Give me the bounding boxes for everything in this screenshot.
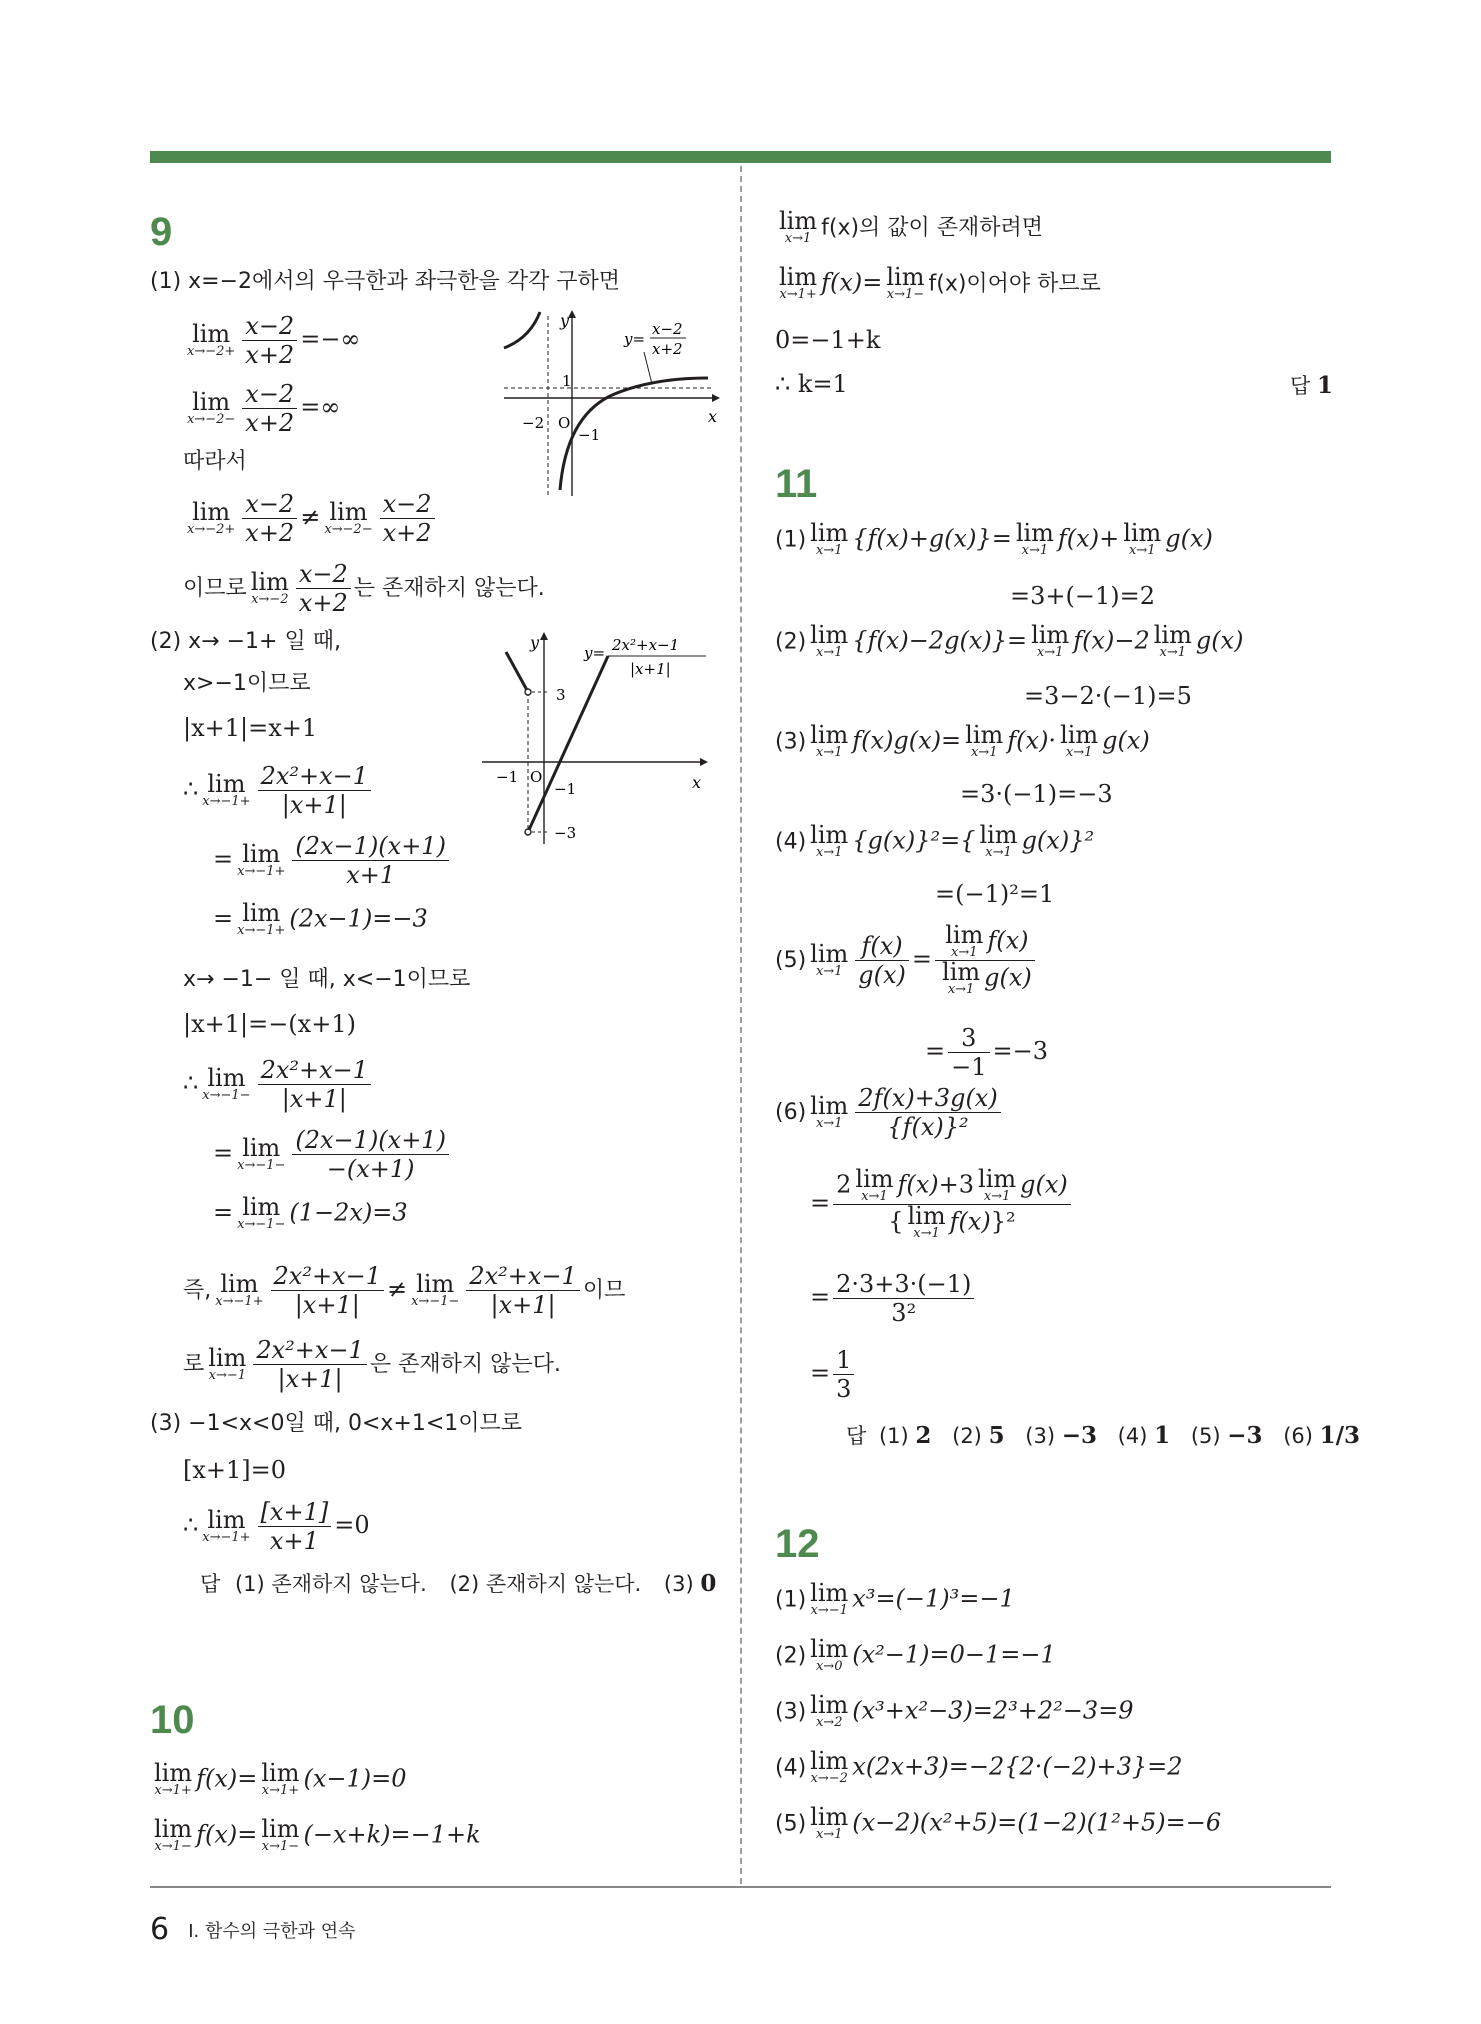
svg-text:2x²+x−1: 2x²+x−1 (612, 636, 680, 654)
graph-rational-function (500, 308, 720, 500)
svg-text:y=: y= (584, 644, 606, 662)
svg-text:x+2: x+2 (652, 340, 683, 358)
s9-answer: 답 (1) 존재하지 않는다. (2) 존재하지 않는다. (3) 0 (200, 1570, 717, 1597)
s9-p3-limit: ∴ lim x→−1+ $\frac{[x+1]}{x+1}$ =0 (183, 1498, 370, 1555)
svg-text:y=: y= (624, 330, 646, 348)
svg-text:O: O (558, 414, 571, 432)
s10-line1: lim x→1+ f(x)= lim x→1+ (x−1)=0 (154, 1759, 407, 1798)
svg-text:x: x (692, 773, 702, 792)
s10-line3: lim x→1 f(x)의 값이 존재하려면 (779, 207, 1044, 246)
s9-p2-abs1: |x+1|=x+1 (183, 714, 318, 742)
svg-text:1: 1 (562, 372, 572, 390)
s10-line6: ∴ k=1 (775, 370, 848, 398)
s9-therefore: 따라서 (183, 449, 247, 474)
page-number: 6 (150, 1912, 170, 1947)
chapter-title: Ⅰ. 함수의 극한과 연속 (188, 1920, 356, 1942)
s9-p2-cond1: x>−1이므로 (183, 671, 311, 696)
s11-p4: (4) lim x→1 {g(x)}²={ lim x→1 g(x)}² (775, 821, 1095, 860)
s12-l2: (2) lim x→0 (x²−1)=0−1=−1 (775, 1635, 1056, 1674)
svg-text:−2: −2 (522, 414, 545, 432)
s9-p3-floor: [x+1]=0 (183, 1456, 287, 1484)
s9-p2-conclusion: 즉, lim x→−1+ $\frac{\text{2x²+x−1}}{|x+1|}$ ≠ lim x→−1− $\frac{\text{2x²+x−1}}{|x+1|}$ 이므 (183, 1262, 626, 1319)
s9-p1-intro: (1) x=−2에서의 우극한과 좌극한을 각각 구하면 (150, 269, 621, 294)
s11-p3: (3) lim x→1 f(x)g(x)= lim x→1 f(x)· lim x→1 g(x) (775, 721, 1150, 760)
s9-p2-limit1: ∴ lim x→−1+ $\frac{\text{2x²+x−1}}{|x+1|}$ (183, 762, 374, 819)
s10-line2: lim x→1− f(x)= lim x→1− (−x+k)=−1+k (154, 1815, 481, 1854)
s9-p1-right-limit: lim x→−2+ $\frac{x-2}{x+2}$ =−∞ (187, 312, 361, 369)
s11-p4-res: =(−1)²=1 (935, 880, 1055, 908)
section-12-number: 12 (775, 1522, 820, 1566)
footer-rule (150, 1886, 1331, 1888)
page-footer (150, 1912, 356, 1947)
svg-text:−1: −1 (578, 426, 601, 444)
s11-p5: (5) lim x→1 $\frac{f(x)}{g(x)}$ = lim x→1 f(x) lim x→1 g(x) (775, 924, 1038, 997)
s11-p1-res: =3+(−1)=2 (1010, 582, 1155, 610)
s10-answer: 답 1 (1290, 372, 1333, 399)
s11-p5-res: = $\frac{3}{-1}$ =−3 (925, 1024, 1048, 1081)
s12-l3: (3) lim x→2 (x³+x²−3)=2³+2²−3=9 (775, 1691, 1134, 1730)
s10-line5: 0=−1+k (775, 326, 881, 354)
s9-p2-res2: = lim x→−1− (1−2x)=3 (213, 1193, 408, 1232)
s12-l1: (1) lim x→−1 x³=(−1)³=−1 (775, 1579, 1015, 1618)
svg-text:3: 3 (556, 686, 566, 704)
s9-p2-abs2: |x+1|=−(x+1) (183, 1010, 356, 1038)
s9-p3-intro: (3) −1<x<0일 때, 0<x+1<1이므로 (150, 1411, 523, 1436)
s9-p2-res1: = lim x→−1+ (2x−1)=−3 (213, 899, 428, 938)
s9-p2-limit2: ∴ lim x→−1− $\frac{\text{2x²+x−1}}{|x+1|}$ (183, 1056, 374, 1113)
s10-line4: lim x→1+ f(x)= lim x→1− f(x)이어야 하므로 (779, 263, 1101, 302)
s9-p2-intro: (2) x→ −1+ 일 때, (150, 629, 341, 654)
s11-p3-res: =3·(−1)=−3 (960, 780, 1113, 808)
s11-p6-step1: = 2 lim x→1 f(x)+3 lim x→1 g(x) { lim x→1 f(x)}² (810, 1168, 1074, 1241)
s11-p6: (6) lim x→1 $\frac{2f(x)+3g(x)}{\text{\{f(x)\}²}}$ (775, 1084, 1004, 1141)
s11-p1: (1) lim x→1 {f(x)+g(x)}= lim x→1 f(x)+ lim x→1 g(x) (775, 519, 1213, 558)
svg-text:y: y (560, 311, 570, 330)
s12-l4: (4) lim x→−2 x(2x+3)=−2{2·(−2)+3}=2 (775, 1747, 1183, 1786)
s11-p6-step2: = $\frac{2\cdot 3+3\cdot(-1)}{\text{3²}}$ (810, 1270, 977, 1327)
s9-p1-conclusion: 이므로 lim x→−2 $\frac{x-2}{x+2}$ 는 존재하지 않는다. (183, 560, 545, 617)
s11-p2: (2) lim x→1 {f(x)−2g(x)}= lim x→1 f(x)−2 lim x→1 g(x) (775, 621, 1244, 660)
svg-text:x: x (708, 407, 718, 426)
svg-text:−1: −1 (496, 768, 519, 786)
svg-text:−1: −1 (554, 780, 577, 798)
s9-p2-conclusion-2: 로 lim x→−1 $\frac{\text{2x²+x−1}}{|x+1|}$ 은 존재하지 않는다. (183, 1336, 561, 1393)
s9-p2-step1: = lim x→−1+ $\frac{(2x-1)(x+1)}{x+1}$ (213, 832, 452, 889)
svg-text:−3: −3 (554, 824, 577, 842)
s11-p6-step3: = $\frac{1}{3}$ (810, 1346, 857, 1403)
s9-p2-step2: = lim x→−1− $\frac{(2x-1)(x+1)}{-(x+1)}$ (213, 1126, 452, 1183)
svg-text:|x+1|: |x+1| (630, 660, 671, 678)
column-divider (740, 166, 742, 1884)
svg-text:y: y (530, 633, 540, 652)
graph-absolute-function (478, 630, 718, 850)
s9-p2-left-intro: x→ −1− 일 때, x<−1이므로 (183, 967, 471, 992)
section-10-number: 10 (150, 1698, 195, 1742)
header-accent-bar (150, 151, 1331, 163)
s11-p2-res: =3−2·(−1)=5 (1024, 682, 1192, 710)
s12-l5: (5) lim x→1 (x−2)(x²+5)=(1−2)(1²+5)=−6 (775, 1803, 1222, 1842)
section-11-number: 11 (775, 462, 818, 506)
svg-text:O: O (530, 768, 543, 786)
s11-answer: 답 (1) 2 (2) 5 (3) −3 (4) 1 (5) −3 (6) 1/3 (846, 1422, 1361, 1449)
s9-p1-left-limit: lim x→−2− $\frac{x-2}{x+2}$ =∞ (187, 380, 341, 437)
section-9-number: 9 (150, 210, 173, 254)
s9-p1-neq: lim x→−2+ $\frac{x-2}{x+2}$ ≠ lim x→−2− $\frac{x-2}{x+2}$ (183, 490, 438, 547)
svg-text:x−2: x−2 (652, 320, 683, 338)
